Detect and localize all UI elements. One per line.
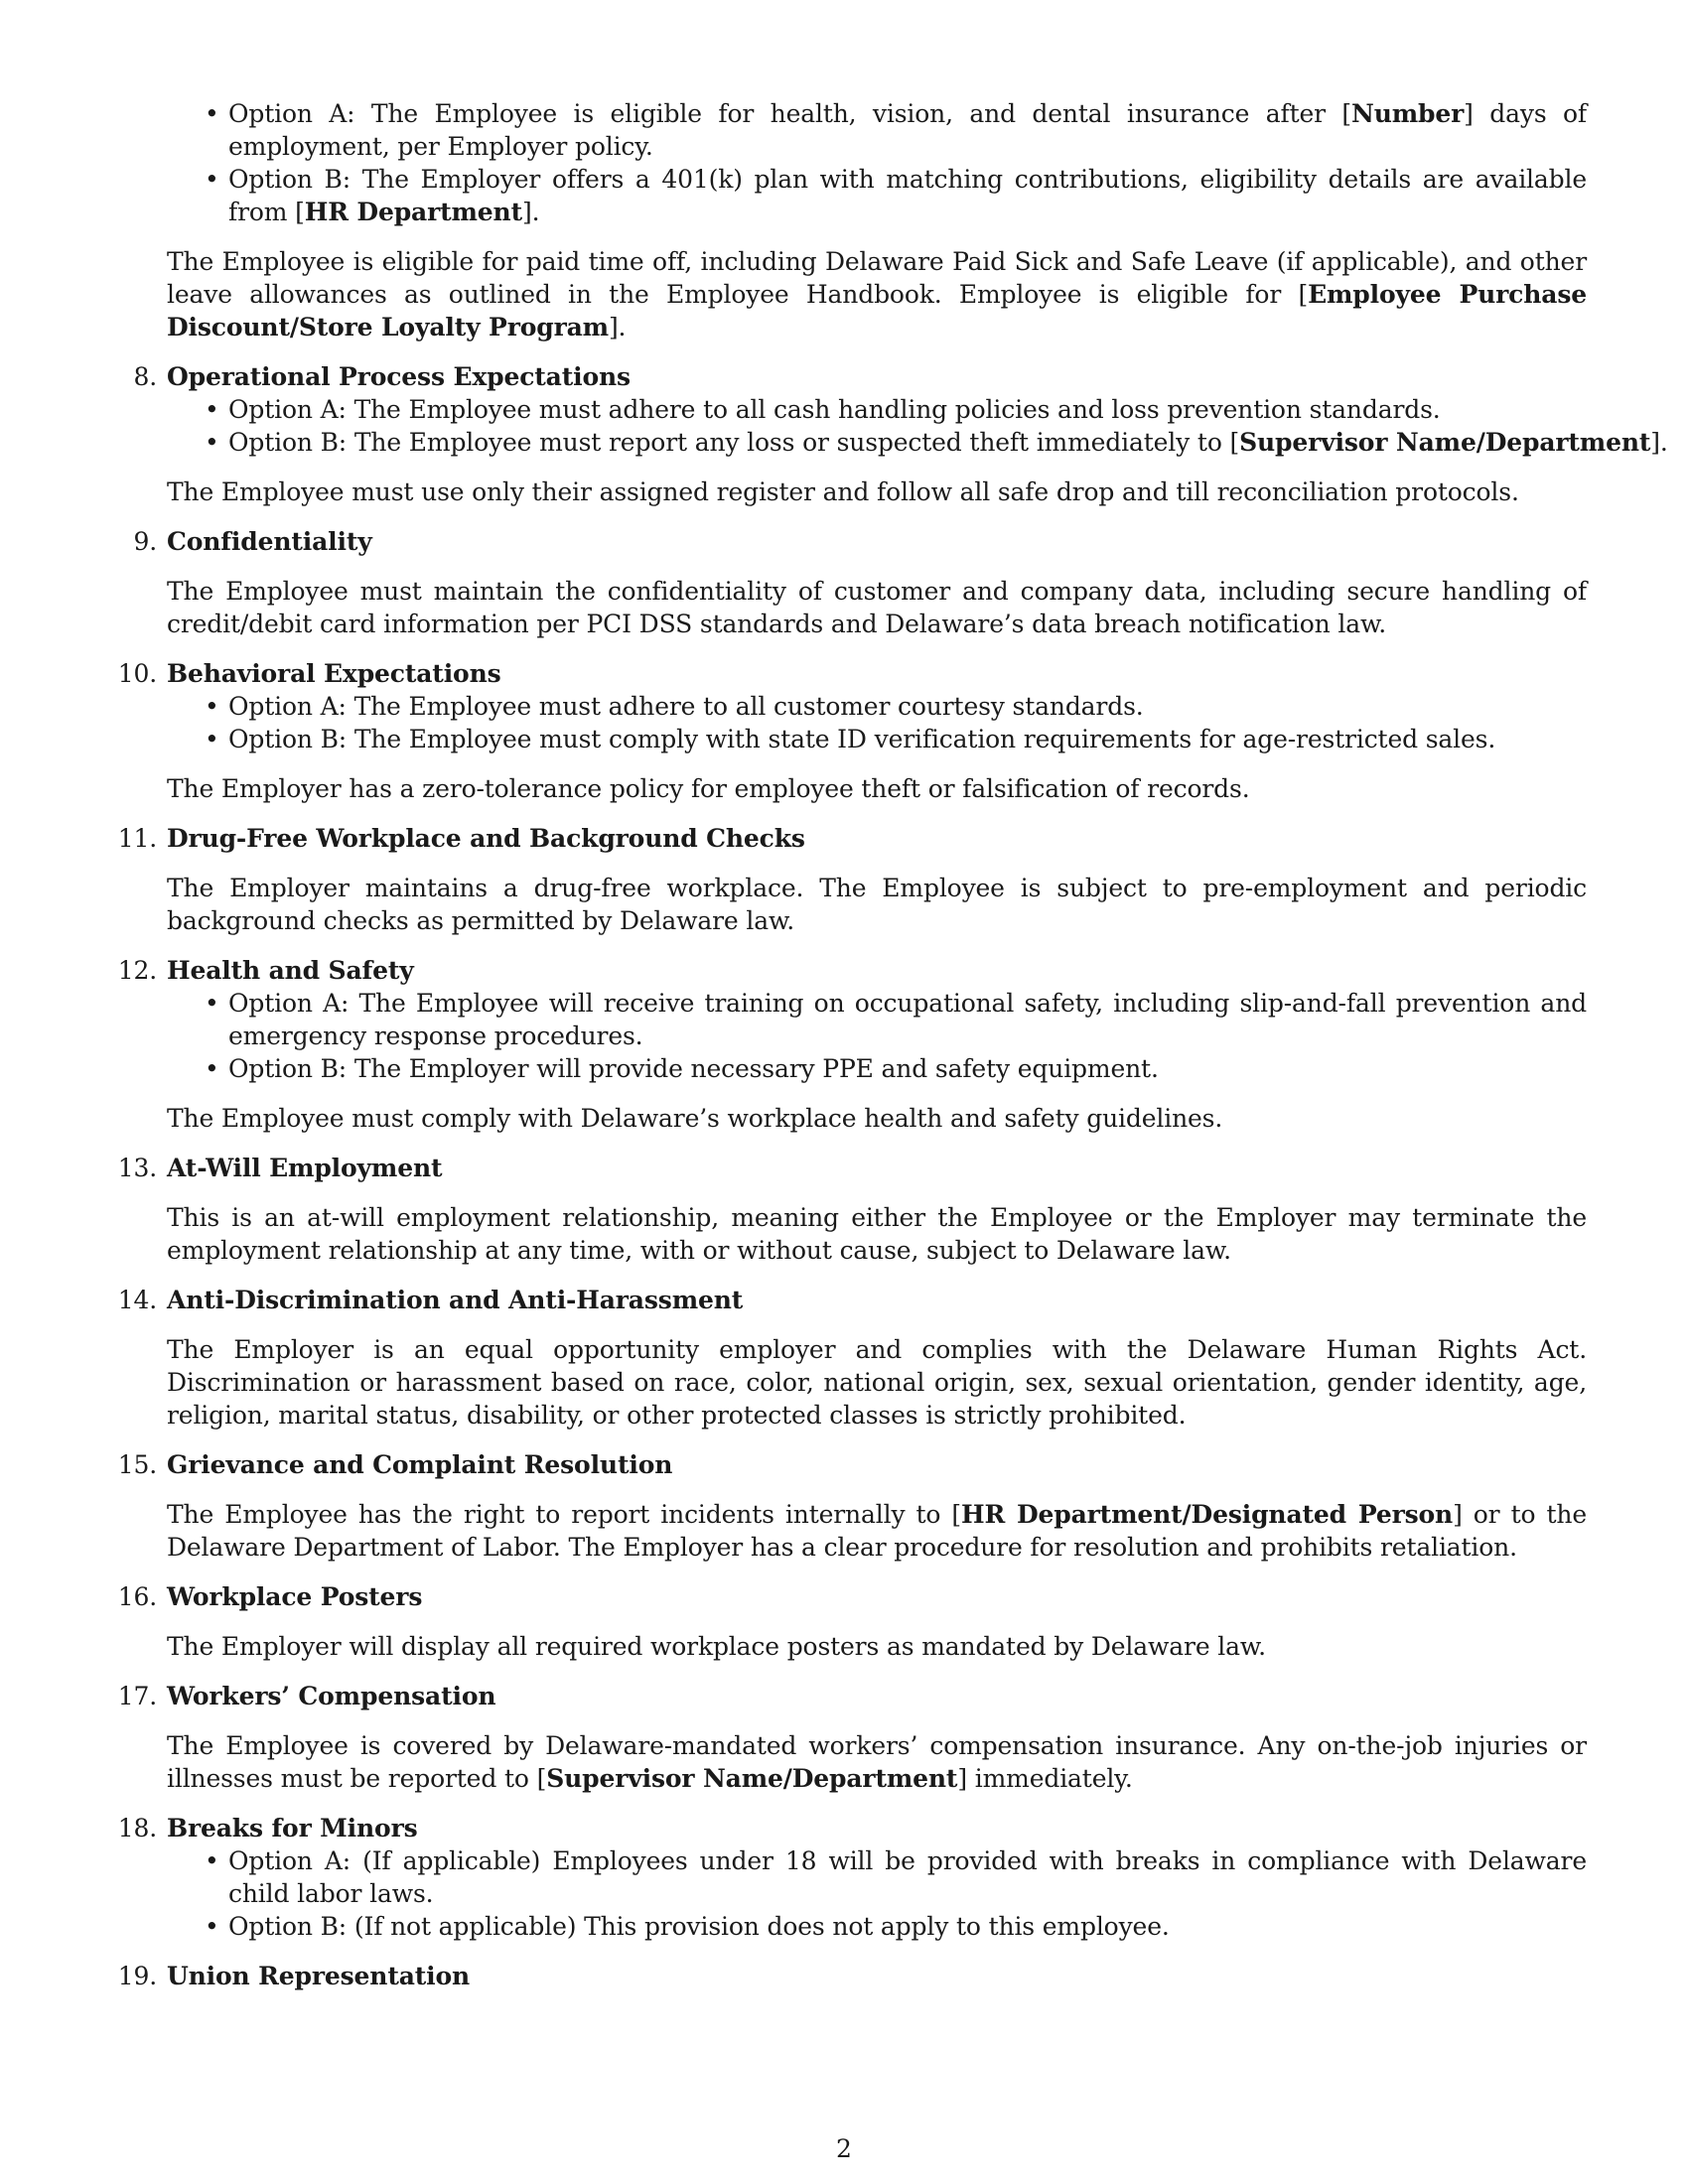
section-title: Health and Safety [167,956,414,985]
section-options-list [167,690,1587,755]
option-text: ] days of employment, per Employer policy. [228,99,1587,161]
section-paragraph [167,1630,1587,1663]
section-number: 18. [117,1814,157,1843]
option-text: ]. [1650,428,1668,457]
option-text: Option B: (If not applicable) This provision does not apply to this employee. [228,1912,1170,1941]
section-title: Workplace Posters [167,1582,423,1611]
section-heading [117,657,1587,690]
section-title: Breaks for Minors [167,1814,418,1843]
section-title: Workers’ Compensation [167,1682,496,1710]
section-paragraph [167,575,1587,640]
section-heading [133,360,1587,393]
option-a [228,393,1587,426]
section-title: Behavioral Expectations [167,659,501,688]
section-number: 12. [117,956,157,985]
intro-paragraph [167,245,1587,343]
option-a [228,987,1587,1052]
document-page [117,97,1668,1992]
section-number: 17. [117,1682,157,1710]
paragraph-text: This is an at-will employment relationship, meaning either the Employee or the Employer may terminate the employment relationship at any time, with or without cause, subject to Delaware law. [167,1203,1587,1265]
section-8 [133,360,1668,508]
page-number: 2 [836,2134,852,2163]
section-paragraph [167,1102,1587,1135]
option-text: Option A: The Employee must adhere to all customer courtesy standards. [228,692,1144,721]
section-7-continuation [167,97,1587,343]
section-number: 16. [117,1582,157,1611]
intro-option-b [228,163,1587,228]
section-paragraph [167,1498,1587,1564]
option-a [228,690,1587,723]
paragraph-text: ] immediately. [957,1764,1133,1793]
section-heading [117,1284,1587,1316]
section-title: Grievance and Complaint Resolution [167,1450,673,1479]
section-title: Confidentiality [167,527,372,556]
placeholder-field: Number [1351,99,1465,128]
section-heading [117,1812,1587,1844]
section-heading [117,1960,1587,1992]
paragraph-text: The Employer has a zero-tolerance policy for employee theft or falsification of records. [167,774,1250,803]
section-number: 9. [133,527,157,556]
placeholder-field: HR Department [304,198,522,226]
section-11 [117,822,1587,937]
option-text: Option B: The Employer will provide necessary PPE and safety equipment. [228,1054,1159,1083]
section-paragraph [167,1201,1587,1267]
section-title: Drug-Free Workplace and Background Checks [167,824,805,853]
section-number: 10. [117,659,157,688]
section-number: 19. [117,1962,157,1990]
section-options-list [167,393,1668,459]
section-paragraph [167,1333,1587,1432]
section-paragraph [167,872,1587,937]
paragraph-text: The Employee must use only their assigned register and follow all safe drop and till reconciliation protocols. [167,478,1519,506]
paragraph-text: The Employee is covered by Delaware-mandated workers’ compensation insurance. Any on-the-job injuries or illnesses must be reported to [ [167,1731,1587,1793]
section-title: Union Representation [167,1962,471,1990]
option-b [228,723,1587,755]
section-title: Operational Process Expectations [167,362,631,391]
option-text: ]. [521,198,540,226]
option-text: Option A: The Employee must adhere to all cash handling policies and loss prevention standards. [228,395,1441,424]
section-number: 14. [117,1286,157,1314]
section-heading [117,1580,1587,1613]
section-number: 11. [117,824,157,853]
intro-option-a [228,97,1587,163]
option-b [228,1910,1587,1943]
section-number: 15. [117,1450,157,1479]
option-text: Option A: The Employee will receive training on occupational safety, including slip-and-fall prevention and emergency response procedures. [228,989,1587,1050]
section-number: 8. [133,362,157,391]
placeholder-field: Supervisor Name/Department [546,1764,958,1793]
paragraph-text: The Employee must comply with Delaware’s workplace health and safety guidelines. [167,1104,1223,1133]
placeholder-field: Supervisor Name/Department [1239,428,1651,457]
section-19 [117,1960,1587,1992]
section-10 [117,657,1587,805]
section-options-list [167,987,1587,1085]
section-title: At-Will Employment [167,1154,443,1182]
section-heading [117,1680,1587,1712]
section-18 [117,1812,1587,1943]
section-paragraph [167,1729,1587,1795]
paragraph-text: The Employee is eligible for paid time off, including Delaware Paid Sick and Safe Leave (if applicable), and other leave allowances as outlined in the Employee Handbook. Employee is eligible for [ [167,247,1587,309]
section-heading [117,1448,1587,1481]
intro-options-list [167,97,1587,228]
section-15 [117,1448,1587,1564]
option-b [228,1052,1587,1085]
placeholder-field: Employee Purchase Discount/Store Loyalty Program [167,280,1587,341]
section-14 [117,1284,1587,1432]
option-text: Option A: The Employee is eligible for health, vision, and dental insurance after [ [228,99,1352,128]
paragraph-text: The Employer will display all required workplace posters as mandated by Delaware law. [167,1632,1266,1661]
section-12 [117,954,1587,1135]
section-paragraph [167,772,1587,805]
section-number: 13. [117,1154,157,1182]
option-a [228,1844,1587,1910]
paragraph-text: ]. [608,313,627,341]
section-heading [117,1152,1587,1184]
section-13 [117,1152,1587,1267]
paragraph-text: The Employee must maintain the confidentiality of customer and company data, including secure handling of credit/debit card information per PCI DSS standards and Delaware’s data breach notification law. [167,577,1587,638]
section-17 [117,1680,1587,1795]
section-heading [117,954,1587,987]
section-heading [133,525,1587,558]
section-9 [133,525,1587,640]
paragraph-text: The Employee has the right to report incidents internally to [ [167,1500,962,1529]
placeholder-field: HR Department/Designated Person [961,1500,1454,1529]
option-text: Option B: The Employee must report any loss or suspected theft immediately to [ [228,428,1240,457]
section-heading [117,822,1587,855]
section-16 [117,1580,1587,1663]
paragraph-text: The Employer maintains a drug-free workplace. The Employee is subject to pre-employment and periodic background checks as permitted by Delaware law. [167,874,1587,935]
option-text: Option B: The Employer offers a 401(k) plan with matching contributions, eligibility details are available from [ [228,165,1587,226]
paragraph-text: The Employer is an equal opportunity employer and complies with the Delaware Human Rights Act. Discrimination or harassment based on race, color, national origin, sex, sexual orientation, gender identity, age, religion, marital status, disability, or other protected classes is strictly prohibited. [167,1335,1587,1430]
option-text: Option B: The Employee must comply with state ID verification requirements for age-restricted sales. [228,725,1496,753]
section-paragraph [167,476,1587,508]
paragraph-text: ] or to the Delaware Department of Labor. The Employer has a clear procedure for resolution and prohibits retaliation. [167,1500,1587,1562]
section-options-list [167,1844,1587,1943]
option-text: Option A: (If applicable) Employees under 18 will be provided with breaks in compliance with Delaware child labor laws. [228,1846,1587,1908]
section-title: Anti-Discrimination and Anti-Harassment [167,1286,744,1314]
option-b [228,426,1668,459]
